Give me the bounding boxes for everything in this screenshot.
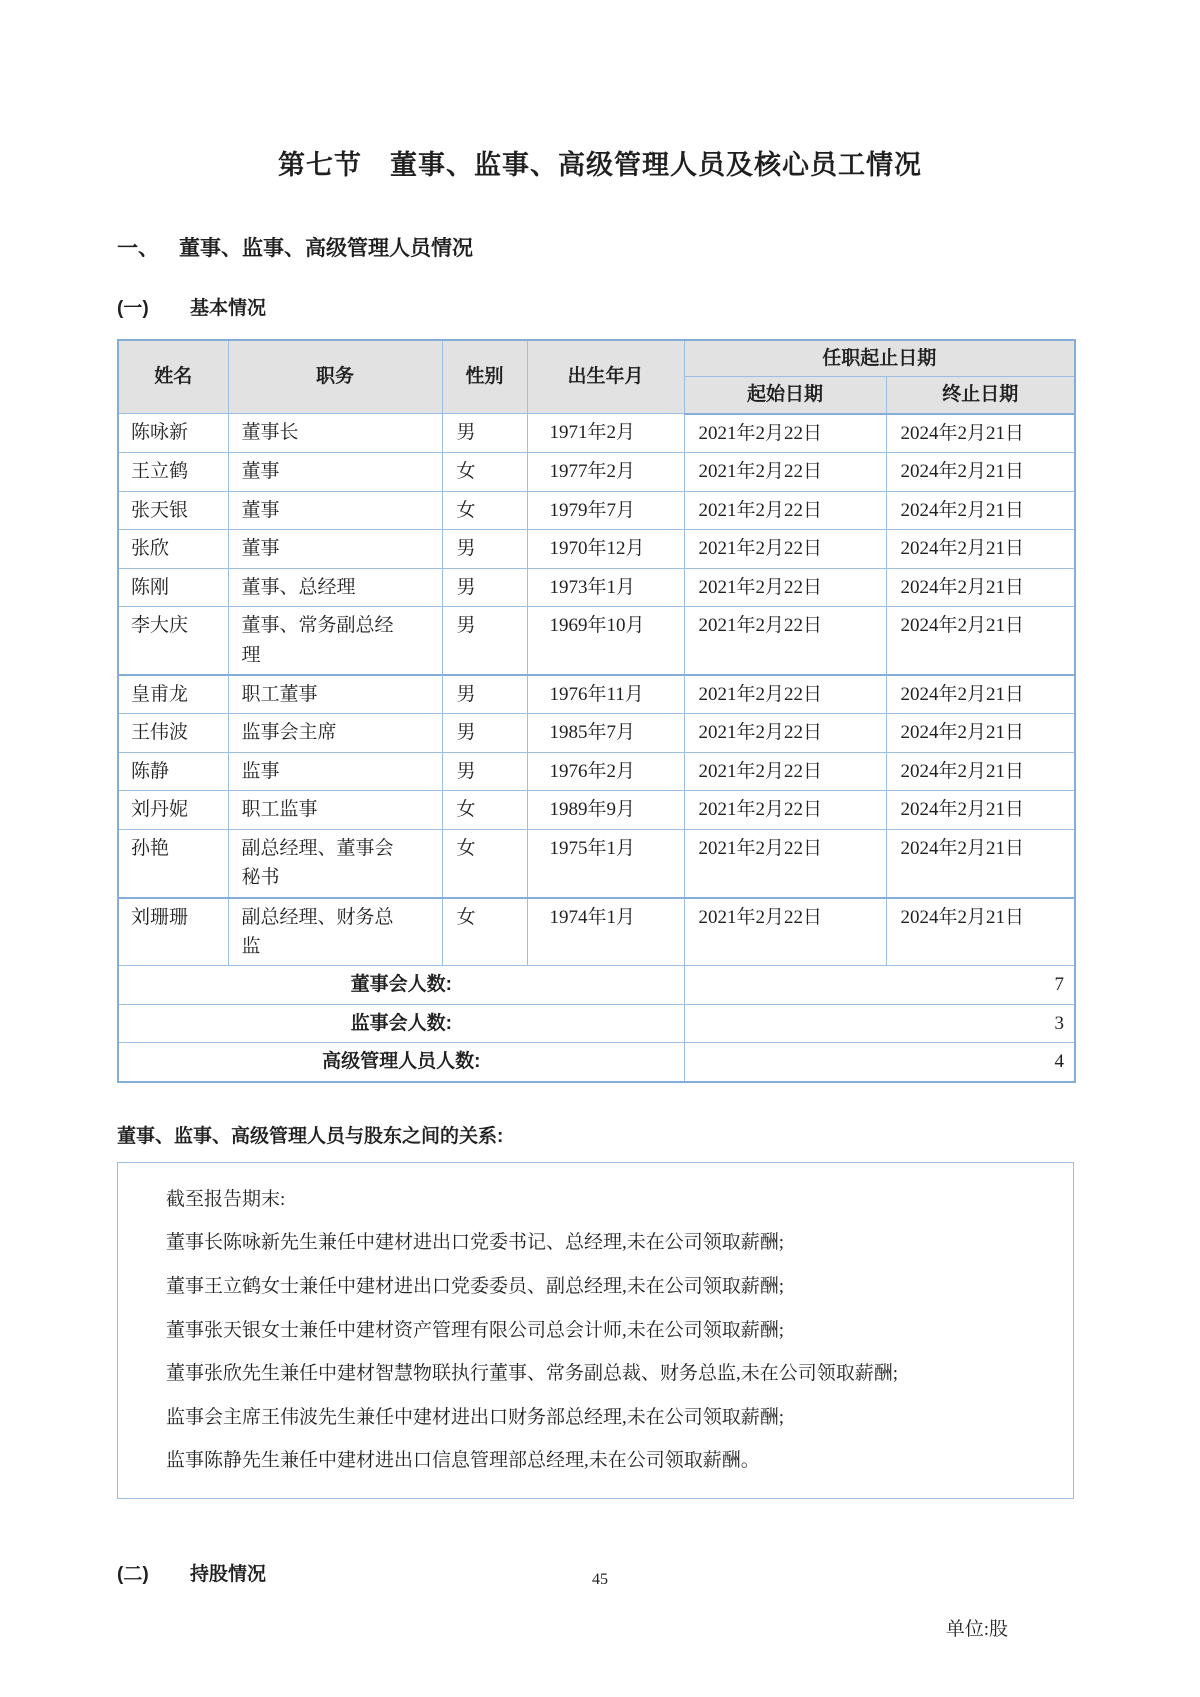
- cell-birth: 1985年7月: [527, 714, 684, 752]
- cell-end-date: 2024年2月21日: [886, 568, 1075, 606]
- heading-level1: [117, 232, 1083, 262]
- relationship-line: 董事长陈咏新先生兼任中建材进出口党委书记、总经理,未在公司领取薪酬;: [166, 1232, 785, 1254]
- cell-position: 副总经理、财务总监: [228, 898, 442, 966]
- cell-gender: 女: [442, 453, 527, 491]
- cell-position: 职工董事: [228, 675, 442, 714]
- management-table: [117, 339, 1076, 1083]
- relationship-line: 董事王立鹤女士兼任中建材进出口党委委员、副总经理,未在公司领取薪酬;: [166, 1275, 785, 1297]
- cell-name: 王伟波: [118, 714, 228, 752]
- cell-end-date: 2024年2月21日: [886, 607, 1075, 675]
- cell-end-date: 2024年2月21日: [886, 898, 1075, 966]
- cell-name: 王立鹤: [118, 453, 228, 491]
- relationship-line: 监事陈静先生兼任中建材进出口信息管理部总经理,未在公司领取薪酬。: [166, 1450, 760, 1472]
- cell-gender: 男: [442, 568, 527, 606]
- cell-name: 皇甫龙: [118, 675, 228, 714]
- cell-name: 张天银: [118, 491, 228, 529]
- cell-start-date: 2021年2月22日: [684, 568, 886, 606]
- col-header-position: 职务: [228, 340, 442, 414]
- cell-gender: 男: [442, 414, 527, 453]
- cell-end-date: 2024年2月21日: [886, 752, 1075, 790]
- relationship-line: 监事会主席王伟波先生兼任中建材进出口财务部总经理,未在公司领取薪酬;: [166, 1406, 785, 1428]
- cell-gender: 女: [442, 829, 527, 897]
- col-header-gender: 性别: [442, 340, 527, 414]
- table-row: [118, 414, 1075, 453]
- cell-position: 监事会主席: [228, 714, 442, 752]
- cell-start-date: 2021年2月22日: [684, 414, 886, 453]
- cell-start-date: 2021年2月22日: [684, 491, 886, 529]
- col-header-end-date: 终止日期: [886, 377, 1075, 414]
- table-header: [118, 340, 1075, 414]
- cell-start-date: 2021年2月22日: [684, 530, 886, 568]
- section-title: 董事、监事、高级管理人员及核心员工情况: [390, 150, 922, 180]
- table-row: [118, 829, 1075, 897]
- cell-birth: 1976年2月: [527, 752, 684, 790]
- cell-end-date: 2024年2月21日: [886, 791, 1075, 829]
- cell-name: 刘珊珊: [118, 898, 228, 966]
- cell-birth: 1989年9月: [527, 791, 684, 829]
- summary-label: 董事会人数:: [118, 966, 684, 1004]
- heading-basic-info-number: (一): [117, 298, 149, 319]
- cell-start-date: 2021年2月22日: [684, 607, 886, 675]
- cell-gender: 女: [442, 491, 527, 529]
- cell-birth: 1977年2月: [527, 453, 684, 491]
- cell-birth: 1974年1月: [527, 898, 684, 966]
- heading-basic-info: [117, 293, 1083, 320]
- cell-position: 董事长: [228, 414, 442, 453]
- table-row: [118, 714, 1075, 752]
- heading-basic-info-text: 基本情况: [190, 298, 267, 319]
- cell-end-date: 2024年2月21日: [886, 675, 1075, 714]
- cell-position: 职工监事: [228, 791, 442, 829]
- heading-level1-number: 一、: [117, 237, 159, 260]
- relationship-line: 董事张欣先生兼任中建材智慧物联执行董事、常务副总裁、财务总监,未在公司领取薪酬;: [166, 1363, 899, 1385]
- table-row: [118, 530, 1075, 568]
- page-number: 45: [592, 1571, 608, 1588]
- summary-value: 7: [684, 966, 1075, 1004]
- cell-gender: 女: [442, 791, 527, 829]
- cell-gender: 男: [442, 530, 527, 568]
- table-row: [118, 607, 1075, 675]
- cell-position: 董事: [228, 491, 442, 529]
- cell-start-date: 2021年2月22日: [684, 453, 886, 491]
- table-row: [118, 568, 1075, 606]
- cell-end-date: 2024年2月21日: [886, 414, 1075, 453]
- cell-start-date: 2021年2月22日: [684, 752, 886, 790]
- cell-birth: 1971年2月: [527, 414, 684, 453]
- summary-label: 高级管理人员人数:: [118, 1043, 684, 1082]
- cell-name: 陈刚: [118, 568, 228, 606]
- unit-note: 单位:股: [945, 1618, 1008, 1640]
- cell-birth: 1975年1月: [527, 829, 684, 897]
- col-header-start-date: 起始日期: [684, 377, 886, 414]
- table-row: [118, 898, 1075, 966]
- cell-start-date: 2021年2月22日: [684, 898, 886, 966]
- cell-birth: 1969年10月: [527, 607, 684, 675]
- cell-gender: 男: [442, 675, 527, 714]
- table-row: [118, 453, 1075, 491]
- relationship-line: 截至报告期末:: [166, 1188, 286, 1210]
- relationship-box: [117, 1162, 1074, 1499]
- heading-shareholding-number: (二): [117, 1563, 149, 1585]
- page-title: [117, 143, 1083, 182]
- col-header-name: 姓名: [118, 340, 228, 414]
- cell-gender: 男: [442, 607, 527, 675]
- cell-birth: 1973年1月: [527, 568, 684, 606]
- cell-birth: 1979年7月: [527, 491, 684, 529]
- heading-shareholding-text: 持股情况: [190, 1563, 267, 1585]
- cell-name: 李大庆: [118, 607, 228, 675]
- summary-value: 3: [684, 1004, 1075, 1042]
- cell-position: 董事: [228, 453, 442, 491]
- summary-row-supervisor-count: [118, 1004, 1075, 1042]
- relationship-line: 董事张天银女士兼任中建材资产管理有限公司总会计师,未在公司领取薪酬;: [166, 1319, 785, 1341]
- cell-name: 陈咏新: [118, 414, 228, 453]
- cell-gender: 男: [442, 714, 527, 752]
- cell-name: 张欣: [118, 530, 228, 568]
- cell-gender: 男: [442, 752, 527, 790]
- summary-row-board-count: [118, 966, 1075, 1004]
- cell-position: 董事、总经理: [228, 568, 442, 606]
- table-row: [118, 491, 1075, 529]
- col-header-birth: 出生年月: [527, 340, 684, 414]
- cell-gender: 女: [442, 898, 527, 966]
- cell-position: 董事、常务副总经理: [228, 607, 442, 675]
- table-row: [118, 675, 1075, 714]
- cell-end-date: 2024年2月21日: [886, 530, 1075, 568]
- col-header-tenure: 任职起止日期: [684, 340, 1075, 377]
- cell-start-date: 2021年2月22日: [684, 829, 886, 897]
- cell-birth: 1970年12月: [527, 530, 684, 568]
- cell-position: 副总经理、董事会秘书: [228, 829, 442, 897]
- table-row: [118, 752, 1075, 790]
- section-number: 第七节: [278, 150, 362, 180]
- cell-start-date: 2021年2月22日: [684, 791, 886, 829]
- cell-start-date: 2021年2月22日: [684, 714, 886, 752]
- cell-name: 孙艳: [118, 829, 228, 897]
- table-header-row-1: [118, 340, 1075, 377]
- cell-end-date: 2024年2月21日: [886, 714, 1075, 752]
- relationship-heading: 董事、监事、高级管理人员与股东之间的关系:: [117, 1125, 504, 1147]
- cell-end-date: 2024年2月21日: [886, 453, 1075, 491]
- cell-end-date: 2024年2月21日: [886, 829, 1075, 897]
- cell-name: 刘丹妮: [118, 791, 228, 829]
- summary-label: 监事会人数:: [118, 1004, 684, 1042]
- summary-row-senior-manager-count: [118, 1043, 1075, 1082]
- cell-position: 监事: [228, 752, 442, 790]
- cell-end-date: 2024年2月21日: [886, 491, 1075, 529]
- heading-level1-text: 董事、监事、高级管理人员情况: [179, 237, 473, 260]
- cell-birth: 1976年11月: [527, 675, 684, 714]
- summary-value: 4: [684, 1043, 1075, 1082]
- cell-name: 陈静: [118, 752, 228, 790]
- cell-start-date: 2021年2月22日: [684, 675, 886, 714]
- table-row: [118, 791, 1075, 829]
- cell-position: 董事: [228, 530, 442, 568]
